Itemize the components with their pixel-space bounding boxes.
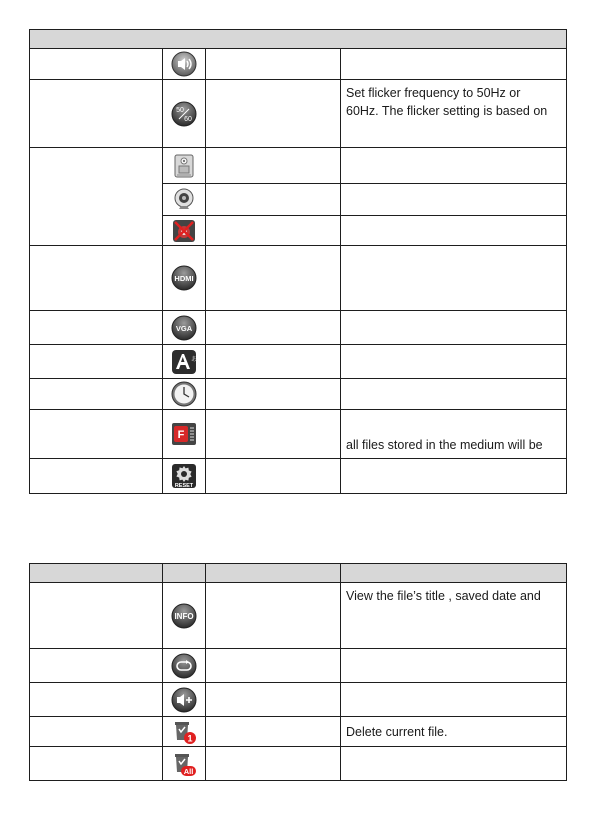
svg-text:F: F (177, 429, 185, 441)
speaker-volume-icon (171, 51, 197, 77)
description-cell (341, 649, 567, 683)
table-row (30, 649, 567, 683)
icon-cell (163, 747, 206, 781)
svg-text:50: 50 (176, 106, 184, 114)
camera-output-icon (171, 153, 197, 179)
header-cell (30, 564, 163, 583)
icon-cell (163, 717, 206, 747)
table-row (30, 148, 567, 184)
function-cell (206, 583, 341, 649)
table-row (30, 583, 567, 649)
description-cell (341, 184, 567, 216)
description-line: View the file’s title , saved date and (346, 589, 541, 603)
table-row (30, 410, 567, 459)
svg-text:1: 1 (187, 733, 193, 743)
table-row (30, 246, 567, 311)
description-cell (341, 410, 567, 459)
loop-icon (171, 653, 197, 679)
description-cell (341, 148, 567, 184)
table-row (30, 683, 567, 717)
icon-cell (163, 345, 206, 379)
description-line: Delete current file. (346, 724, 448, 739)
function-cell (206, 311, 341, 345)
name-cell (30, 246, 163, 311)
function-cell (206, 216, 341, 246)
function-cell (206, 459, 341, 494)
description-line: Set flicker frequency to 50Hz or (346, 86, 521, 100)
output-off-icon (171, 218, 197, 244)
settings-table-header (30, 30, 567, 49)
vga-icon (171, 315, 197, 341)
svg-text:あ: あ (191, 355, 197, 363)
function-cell (206, 683, 341, 717)
table-row (30, 717, 567, 747)
clock-icon (171, 381, 197, 407)
icon-cell (163, 216, 206, 246)
description-cell (341, 49, 567, 80)
flicker-50-60-icon (171, 101, 197, 127)
playback-table-header (30, 564, 567, 583)
icon-cell (163, 311, 206, 345)
volume-icon (171, 687, 197, 713)
table-row (30, 345, 567, 379)
delete-all-icon (171, 751, 197, 777)
icon-cell (163, 80, 206, 148)
icon-cell (163, 246, 206, 311)
function-cell (206, 184, 341, 216)
function-cell (206, 410, 341, 459)
icon-cell (163, 459, 206, 494)
table-row (30, 311, 567, 345)
icon-cell (163, 583, 206, 649)
description-cell (341, 583, 567, 649)
description-cell (341, 311, 567, 345)
function-cell (206, 80, 341, 148)
svg-text:INFO: INFO (174, 611, 194, 621)
settings-table (29, 29, 567, 494)
svg-text:HDMI: HDMI (174, 274, 194, 283)
description-cell (341, 246, 567, 311)
description-cell (341, 459, 567, 494)
table-row (30, 747, 567, 781)
name-cell (30, 583, 163, 649)
description-cell (341, 683, 567, 717)
name-cell (30, 410, 163, 459)
header-cell (163, 564, 206, 583)
function-cell (206, 649, 341, 683)
icon-cell (163, 148, 206, 184)
name-cell (30, 148, 163, 246)
delete-one-icon (171, 719, 197, 745)
svg-text:RESET: RESET (174, 483, 194, 489)
icon-cell (163, 379, 206, 410)
function-cell (206, 379, 341, 410)
header-cell (206, 564, 341, 583)
table-row (30, 80, 567, 148)
function-cell (206, 747, 341, 781)
name-cell (30, 649, 163, 683)
description-cell (341, 747, 567, 781)
name-cell (30, 683, 163, 717)
format-icon (171, 421, 197, 447)
name-cell (30, 379, 163, 410)
language-icon (171, 349, 197, 375)
function-cell (206, 148, 341, 184)
svg-text:VGA: VGA (175, 323, 193, 333)
icon-cell (163, 184, 206, 216)
function-cell (206, 345, 341, 379)
name-cell (30, 311, 163, 345)
icon-cell (163, 410, 206, 459)
function-cell (206, 717, 341, 747)
table-row (30, 49, 567, 80)
table-row (30, 459, 567, 494)
description-cell (341, 345, 567, 379)
name-cell (30, 747, 163, 781)
reset-icon (171, 463, 197, 489)
playback-table (29, 563, 567, 781)
description-line: 60Hz. The flicker setting is based on (346, 104, 548, 118)
webcam-icon (171, 187, 197, 213)
icon-cell (163, 649, 206, 683)
name-cell (30, 459, 163, 494)
header-cell (341, 564, 567, 583)
icon-cell (163, 49, 206, 80)
description-cell (341, 379, 567, 410)
info-icon (171, 603, 197, 629)
description-cell (341, 80, 567, 148)
name-cell (30, 345, 163, 379)
description-line: all files stored in the medium will be (346, 438, 543, 452)
name-cell (30, 80, 163, 148)
svg-text:All: All (183, 766, 194, 776)
name-cell (30, 717, 163, 747)
header-cell (30, 30, 567, 49)
table-row (30, 379, 567, 410)
function-cell (206, 49, 341, 80)
function-cell (206, 246, 341, 311)
svg-text:60: 60 (184, 115, 192, 123)
description-cell (341, 216, 567, 246)
hdmi-icon (171, 265, 197, 291)
description-cell (341, 717, 567, 747)
name-cell (30, 49, 163, 80)
icon-cell (163, 683, 206, 717)
